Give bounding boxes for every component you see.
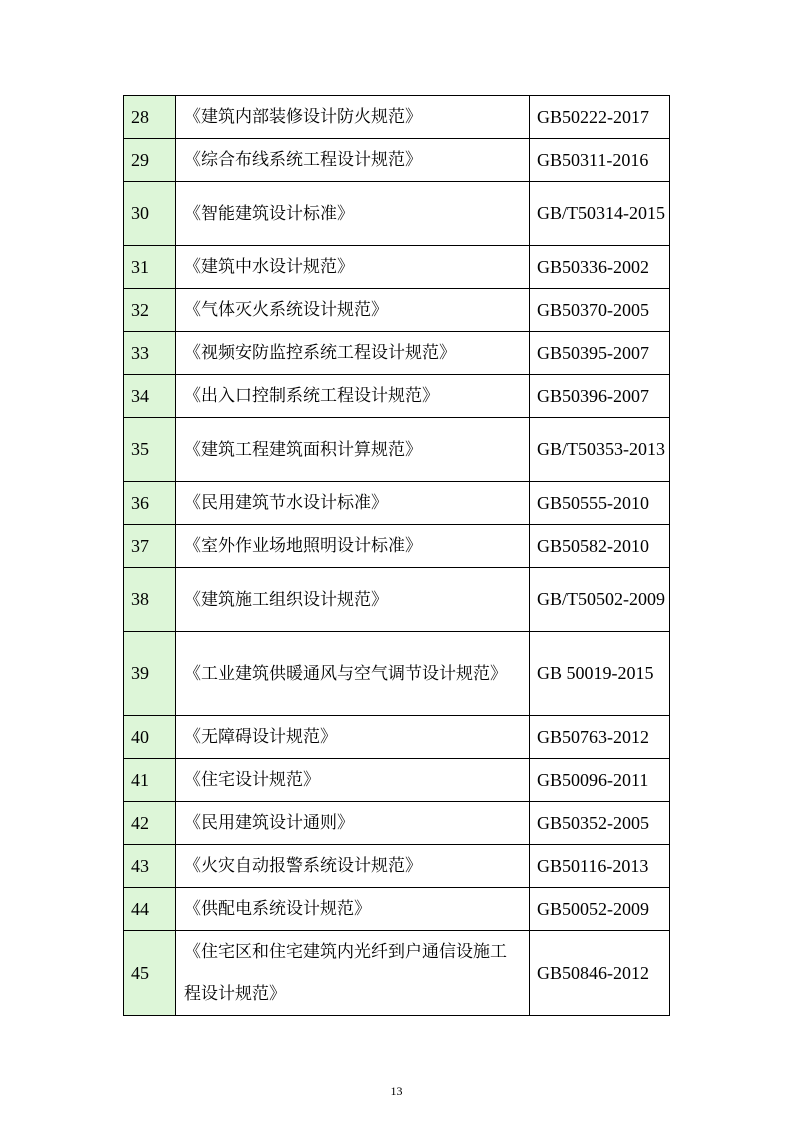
table-row [124, 568, 670, 632]
row-number: 44 [124, 888, 176, 931]
table-row [124, 418, 670, 482]
table-row [124, 139, 670, 182]
row-number: 31 [124, 246, 176, 289]
table-row [124, 802, 670, 845]
row-number: 36 [124, 482, 176, 525]
standard-name: 《住宅设计规范》 [176, 759, 530, 802]
table-row [124, 716, 670, 759]
table-row [124, 759, 670, 802]
standard-name: 《无障碍设计规范》 [176, 716, 530, 759]
table-row [124, 888, 670, 931]
standard-code: GB50395-2007 [530, 332, 670, 375]
row-number: 37 [124, 525, 176, 568]
standard-name: 《建筑内部装修设计防火规范》 [176, 96, 530, 139]
standard-code: GB/T50353-2013 [530, 418, 670, 482]
row-number: 43 [124, 845, 176, 888]
standard-code: GB/T50502-2009 [530, 568, 670, 632]
standard-name: 《视频安防监控系统工程设计规范》 [176, 332, 530, 375]
standard-name: 《建筑施工组织设计规范》 [176, 568, 530, 632]
standard-name: 《智能建筑设计标准》 [176, 182, 530, 246]
table-row [124, 375, 670, 418]
standard-code: GB50052-2009 [530, 888, 670, 931]
table-row [124, 632, 670, 716]
standard-code: GB 50019-2015 [530, 632, 670, 716]
standard-name: 《民用建筑节水设计标准》 [176, 482, 530, 525]
standard-name: 《建筑工程建筑面积计算规范》 [176, 418, 530, 482]
standard-code: GB50311-2016 [530, 139, 670, 182]
row-number: 30 [124, 182, 176, 246]
standard-code: GB50555-2010 [530, 482, 670, 525]
table-row [124, 931, 670, 1016]
standard-name: 《室外作业场地照明设计标准》 [176, 525, 530, 568]
row-number: 45 [124, 931, 176, 1016]
row-number: 28 [124, 96, 176, 139]
table-row [124, 845, 670, 888]
table-row [124, 96, 670, 139]
standard-name: 《火灾自动报警系统设计规范》 [176, 845, 530, 888]
table-row [124, 482, 670, 525]
table-row [124, 246, 670, 289]
table-row [124, 332, 670, 375]
row-number: 39 [124, 632, 176, 716]
standard-code: GB50763-2012 [530, 716, 670, 759]
row-number: 34 [124, 375, 176, 418]
standard-name: 《工业建筑供暖通风与空气调节设计规范》 [176, 632, 530, 716]
row-number: 40 [124, 716, 176, 759]
standard-code: GB/T50314-2015 [530, 182, 670, 246]
standard-name: 《住宅区和住宅建筑内光纤到户通信设施工程设计规范》 [176, 931, 530, 1016]
row-number: 42 [124, 802, 176, 845]
row-number: 32 [124, 289, 176, 332]
standard-code: GB50222-2017 [530, 96, 670, 139]
standard-name: 《综合布线系统工程设计规范》 [176, 139, 530, 182]
standard-code: GB50096-2011 [530, 759, 670, 802]
standard-code: GB50370-2005 [530, 289, 670, 332]
row-number: 35 [124, 418, 176, 482]
page-number: 13 [390, 1084, 403, 1098]
standard-code: GB50582-2010 [530, 525, 670, 568]
standard-name: 《气体灭火系统设计规范》 [176, 289, 530, 332]
standard-code: GB50396-2007 [530, 375, 670, 418]
table-row [124, 182, 670, 246]
standard-code: GB50352-2005 [530, 802, 670, 845]
standard-name: 《供配电系统设计规范》 [176, 888, 530, 931]
standard-code: GB50846-2012 [530, 931, 670, 1016]
row-number: 41 [124, 759, 176, 802]
standards-table [123, 95, 670, 1016]
standard-name: 《出入口控制系统工程设计规范》 [176, 375, 530, 418]
table-row [124, 289, 670, 332]
row-number: 29 [124, 139, 176, 182]
standard-code: GB50336-2002 [530, 246, 670, 289]
standard-name: 《建筑中水设计规范》 [176, 246, 530, 289]
row-number: 38 [124, 568, 176, 632]
table-row [124, 525, 670, 568]
standard-name: 《民用建筑设计通则》 [176, 802, 530, 845]
row-number: 33 [124, 332, 176, 375]
standard-code: GB50116-2013 [530, 845, 670, 888]
